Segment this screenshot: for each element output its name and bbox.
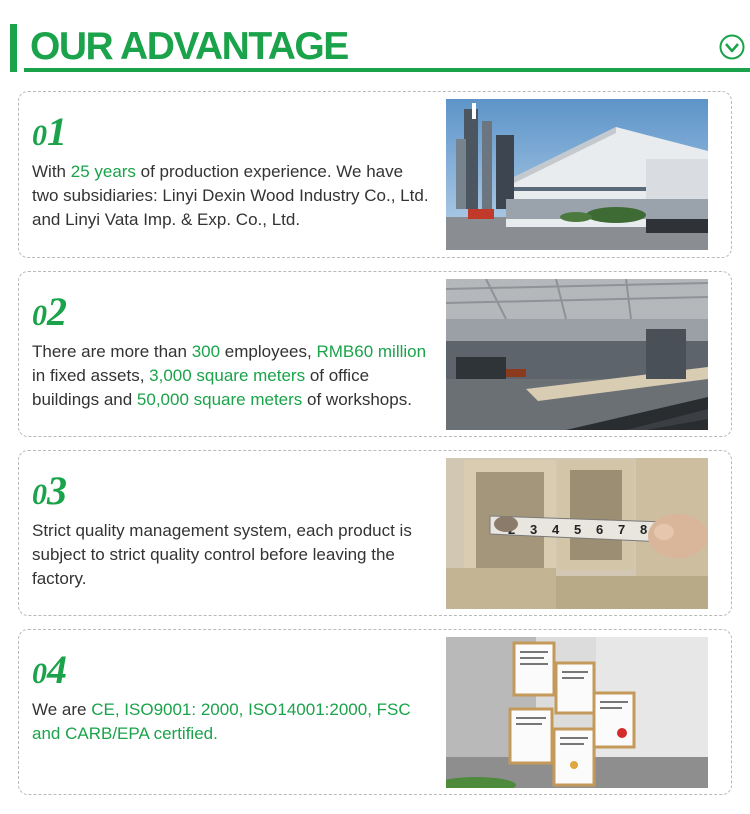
- advantage-number: 01: [32, 109, 67, 154]
- body-text: Strict quality management system, each product is subject to strict quality control before leaving the factory.: [32, 521, 412, 588]
- advantage-card-4: [18, 629, 732, 795]
- body-text: of office buildings and: [32, 366, 370, 409]
- body-text: of workshops.: [302, 390, 412, 409]
- body-text: in fixed assets,: [32, 366, 150, 385]
- section-header: [0, 0, 750, 74]
- advantage-text: [32, 340, 432, 412]
- highlight-text: CE, ISO9001: 2000, ISO14001:2000, FSC and CARB/EPA certified.: [32, 700, 411, 743]
- body-text: employees,: [220, 342, 317, 361]
- advantage-text: [32, 698, 432, 746]
- advantage-card-2: [18, 271, 732, 437]
- highlight-text: RMB60 million: [316, 342, 427, 361]
- section-title: OUR ADVANTAGE: [30, 25, 348, 68]
- advantage-text: [32, 519, 432, 591]
- advantage-number: 03: [32, 468, 67, 513]
- workshop-photo: [446, 279, 708, 430]
- body-text: There are more than: [32, 342, 192, 361]
- highlight-text: 3,000 square meters: [149, 366, 306, 385]
- body-text: We are: [32, 700, 92, 719]
- measuring-tape-photo: [446, 458, 708, 609]
- highlight-text: 300: [191, 342, 221, 361]
- chevron-down-circle-icon[interactable]: [719, 34, 745, 60]
- highlight-text: 50,000 square meters: [136, 390, 303, 409]
- factory-building-photo: [446, 99, 708, 250]
- advantage-card-3: [18, 450, 732, 616]
- tape-digits: 3 4 5 6 7 8: [530, 522, 648, 537]
- body-text: With: [32, 162, 71, 181]
- highlight-text: 25 years: [70, 162, 136, 181]
- body-text: of production experience. We have two subsidiaries: Linyi Dexin Wood Industry Co., Ltd. and Linyi Vata Imp. & Exp. Co., Ltd.: [32, 162, 429, 229]
- advantage-text: [32, 160, 432, 232]
- advantage-number: 02: [32, 289, 67, 334]
- advantage-number: 04: [32, 647, 67, 692]
- certificates-photo: [446, 637, 708, 788]
- header-underline: [24, 68, 750, 72]
- header-accent-bar: [10, 24, 17, 72]
- advantage-card-1: [18, 91, 732, 258]
